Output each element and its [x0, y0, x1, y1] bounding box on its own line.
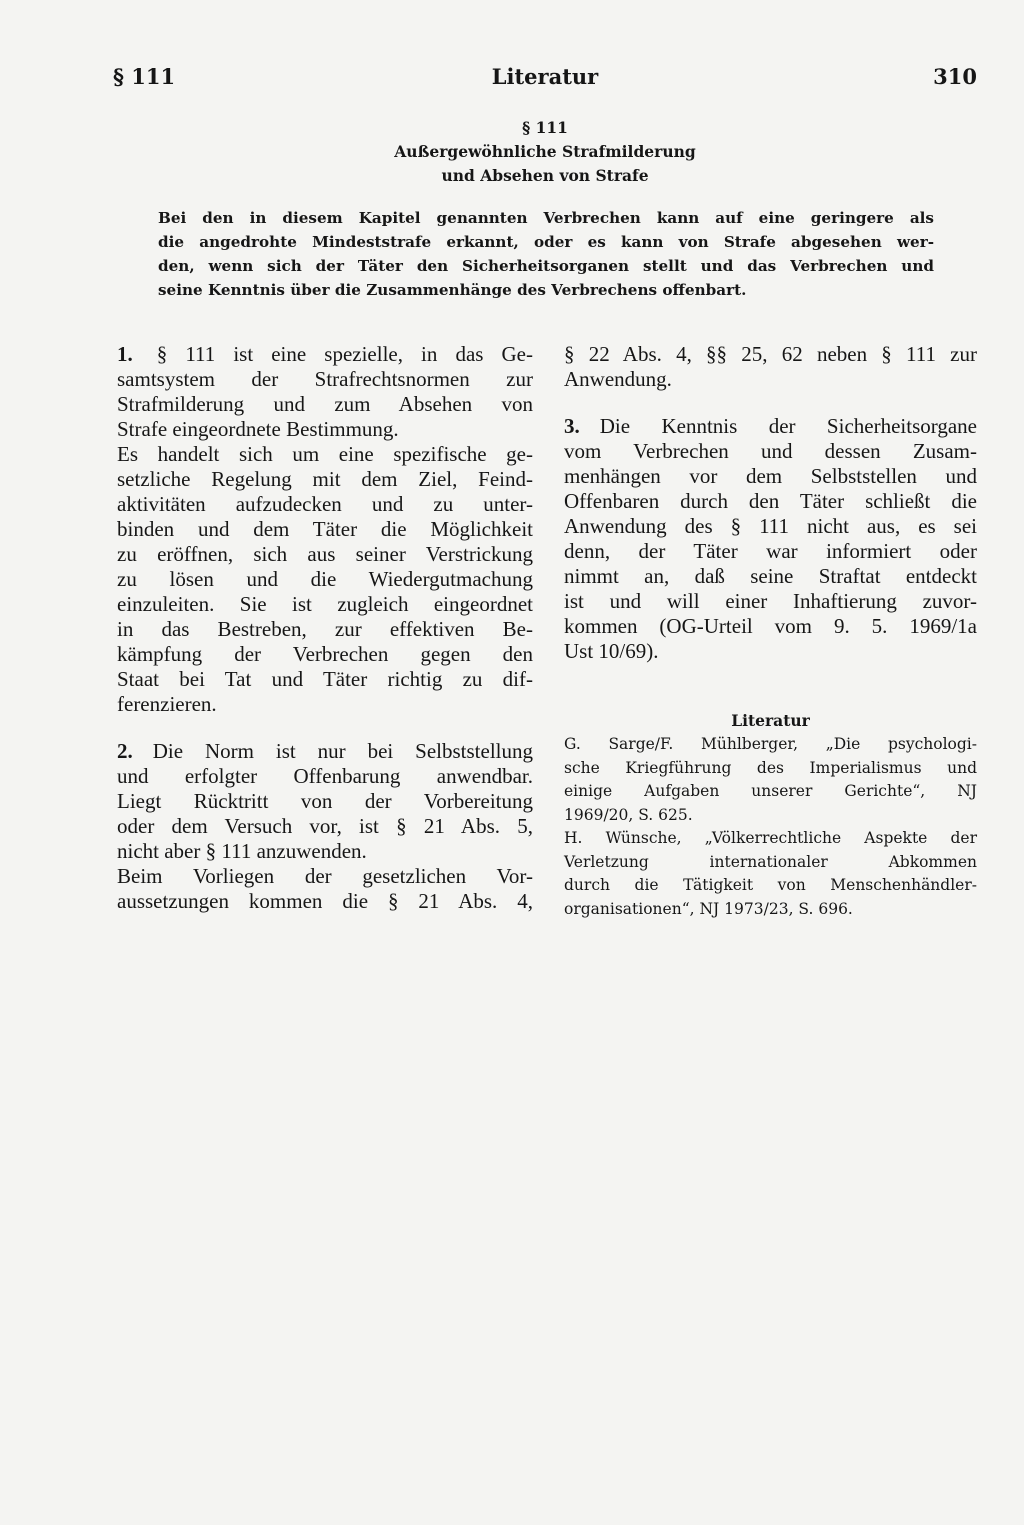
para-first-line — [564, 414, 977, 439]
section-title-line: und Absehen von Strafe — [441, 166, 649, 185]
section-title-line: Außergewöhnliche Strafmilderung — [394, 142, 696, 161]
annotation-3 — [564, 414, 977, 664]
literature-line: 1969/20, S. 625. — [564, 805, 693, 824]
literature-line: einige Aufgaben unserer Gerichte“, NJ — [564, 782, 977, 800]
para-first-line — [117, 342, 533, 367]
literature-line: sche Kriegführung des Imperialismus und — [564, 758, 977, 777]
para-line: nimmt an, daß seine Straftat entdeckt — [564, 564, 977, 588]
para-line: ist und will einer Inhaftierung zuvor- — [564, 589, 977, 613]
literature-heading: Literatur — [731, 711, 810, 730]
para-line: nicht aber § 111 anzuwenden. — [117, 839, 367, 863]
para-line: und erfolgter Offenbarung anwendbar. — [117, 764, 533, 788]
para-first-line — [117, 739, 533, 764]
para-number: 1. — [117, 342, 133, 366]
header-section-ref: § 111 — [113, 64, 176, 89]
para-line: aktivitäten aufzudecken und zu unter- — [117, 492, 533, 516]
para-line: denn, der Täter war informiert oder — [564, 539, 977, 563]
statute-line: seine Kenntnis über die Zusammenhänge des Verbrechens offenbart. — [158, 281, 747, 299]
para-line: Beim Vorliegen der gesetzlichen Vor- — [117, 864, 533, 888]
running-head — [113, 64, 977, 98]
para-line: Anwendung des § 111 nicht aus, es sei — [564, 514, 977, 538]
para-line: menhängen vor dem Selbststellen und — [564, 464, 977, 488]
annotation-2-continued — [564, 342, 977, 392]
para-line: Offenbaren durch den Täter schließt die — [564, 489, 977, 513]
para-number: 3. — [564, 414, 580, 438]
para-line: Liegt Rücktritt von der Vorbereitung — [117, 789, 533, 813]
para-line: Staat bei Tat und Täter richtig zu dif- — [117, 667, 533, 691]
para-line: einzuleiten. Sie ist zugleich eingeordnet — [117, 592, 533, 616]
para-line: samtsystem der Strafrechtsnormen zur — [117, 367, 533, 391]
statute-line: Bei den in diesem Kapitel genannten Verbrechen kann auf eine geringere als — [158, 209, 934, 227]
para-line: § 22 Abs. 4, §§ 25, 62 neben § 111 zur — [564, 342, 977, 366]
literature-line: H. Wünsche, „Völkerrechtliche Aspekte der — [564, 829, 977, 847]
statute-line: den, wenn sich der Täter den Sicherheitsorganen stellt und das Verbrechen und — [158, 257, 934, 275]
para-line: kämpfung der Verbrechen gegen den — [117, 642, 533, 666]
para-line: binden und dem Täter die Möglichkeit — [117, 517, 533, 541]
literature-list — [564, 733, 977, 921]
annotation-2 — [117, 739, 533, 914]
para-line: Strafmilderung und zum Absehen von — [117, 392, 533, 416]
para-line: oder dem Versuch vor, ist § 21 Abs. 5, — [117, 814, 533, 838]
header-title: Literatur — [491, 64, 599, 89]
para-line: Ust 10/69). — [564, 639, 659, 663]
para-line: § 111 ist eine spezielle, in das Ge- — [156, 342, 533, 366]
statute-line: die angedrohte Mindeststrafe erkannt, oder es kann von Strafe abgesehen wer- — [158, 233, 934, 251]
literature-line: G. Sarge/F. Mühlberger, „Die psychologi- — [564, 735, 977, 753]
annotation-1 — [117, 342, 533, 717]
literature-line: organisationen“, NJ 1973/23, S. 696. — [564, 899, 853, 918]
statute-text — [158, 206, 934, 302]
left-column — [117, 342, 533, 914]
paragraph-gap — [117, 717, 533, 739]
para-line: vom Verbrechen und dessen Zusam- — [564, 439, 977, 463]
para-line: Die Norm ist nur bei Selbststellung — [152, 739, 533, 763]
para-line: setzliche Regelung mit dem Ziel, Feind- — [117, 467, 533, 491]
para-line: in das Bestreben, zur effektiven Be- — [117, 617, 533, 641]
paragraph-gap — [564, 392, 977, 414]
section-number: § 111 — [522, 118, 568, 137]
para-line: zu lösen und die Wiedergutmachung — [117, 567, 533, 591]
para-line: Es handelt sich um eine spezifische ge- — [117, 442, 533, 466]
para-line: Die Kenntnis der Sicherheitsorgane — [599, 414, 977, 438]
para-line: ferenzieren. — [117, 692, 217, 716]
page-number: 310 — [933, 64, 977, 89]
para-line: zu eröffnen, sich aus seiner Verstrickung — [117, 542, 533, 566]
para-line: kommen (OG-Urteil vom 9. 5. 1969/1a — [564, 614, 977, 638]
section-heading — [113, 116, 977, 188]
right-column — [564, 342, 977, 664]
para-line: aussetzungen kommen die § 21 Abs. 4, — [117, 889, 533, 913]
para-line: Anwendung. — [564, 367, 672, 391]
para-number: 2. — [117, 739, 133, 763]
literature-line: Verletzung internationaler Abkommen — [564, 852, 977, 871]
para-line: Strafe eingeordnete Bestimmung. — [117, 417, 399, 441]
literature-line: durch die Tätigkeit von Menschenhändler- — [564, 876, 977, 894]
